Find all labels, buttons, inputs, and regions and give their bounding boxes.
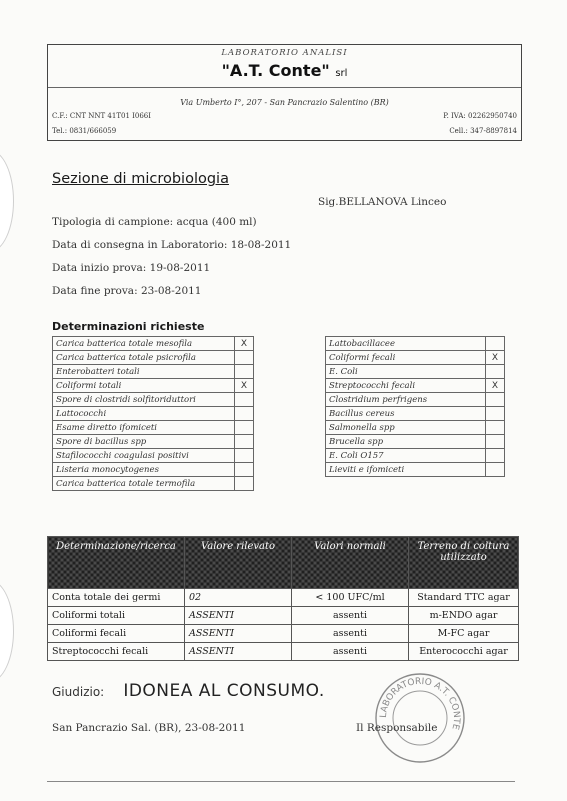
result-normal: assenti [292, 607, 409, 625]
checklist-row [326, 463, 505, 477]
judgment-label: Giudizio: [52, 685, 105, 699]
checklist-label: Carica batterica totale psicrofila [53, 351, 235, 365]
company-suffix: srl [335, 68, 348, 79]
results-row [48, 625, 519, 643]
checklist-mark: X [486, 379, 505, 393]
results-row [48, 607, 519, 625]
checklist-mark [235, 393, 254, 407]
checklist-mark [486, 393, 505, 407]
result-value: ASSENTI [185, 643, 292, 661]
checklist-mark [486, 407, 505, 421]
punch-hole-top [0, 150, 14, 252]
checklist-label: Coliformi fecali [326, 351, 486, 365]
checklist-label: Coliformi totali [53, 379, 235, 393]
checklist-label: Brucella spp [326, 435, 486, 449]
checklist-row [53, 449, 254, 463]
section-title: Sezione di microbiologia [52, 171, 229, 187]
result-normal: assenti [292, 643, 409, 661]
checklist-label: Bacillus cereus [326, 407, 486, 421]
checklist-label: Clostridium perfrigens [326, 393, 486, 407]
checklist-label: Salmonella spp [326, 421, 486, 435]
client-name: Sig.BELLANOVA Linceo [318, 196, 447, 208]
judgment-value: IDONEA AL CONSUMO. [123, 681, 325, 701]
checklist-mark [486, 435, 505, 449]
checklist-row [326, 337, 505, 351]
checklist-row [53, 379, 254, 393]
left-checklist [52, 336, 254, 491]
checklist-mark [486, 421, 505, 435]
checklist-label: Carica batterica totale mesofila [53, 337, 235, 351]
result-medium: Enterococchi agar [409, 643, 519, 661]
result-normal: < 100 UFC/ml [292, 589, 409, 607]
header-value: Valore rilevato [185, 537, 292, 589]
checklist-row [326, 393, 505, 407]
result-normal: assenti [292, 625, 409, 643]
result-value: ASSENTI [185, 607, 292, 625]
checklist-label: E. Coli O157 [326, 449, 486, 463]
checklist-label: Carica batterica totale termofila [53, 477, 235, 491]
checklist-mark: X [235, 337, 254, 351]
right-checklist [325, 336, 505, 477]
checklist-row [326, 351, 505, 365]
checklist-label: Lattobacillacee [326, 337, 486, 351]
lab-label: LABORATORIO ANALISI [221, 48, 348, 58]
company-name-text: "A.T. Conte" [221, 61, 330, 80]
checklist-mark [486, 337, 505, 351]
checklist-row [326, 421, 505, 435]
cell-phone: Cell.: 347-8897814 [449, 127, 517, 135]
checklist-label: Spore di bacillus spp [53, 435, 235, 449]
header-medium: Terreno di coltura utilizzato [409, 537, 519, 589]
checklist-mark [486, 365, 505, 379]
checklist-row [326, 365, 505, 379]
result-medium: m-ENDO agar [409, 607, 519, 625]
footer-rule [47, 781, 515, 782]
checklist-row [53, 477, 254, 491]
checklist-row [53, 351, 254, 365]
results-table [47, 536, 519, 661]
checklist-mark [235, 449, 254, 463]
delivery-date: Data di consegna in Laboratorio: 18-08-2011 [52, 239, 292, 251]
checklist-row [53, 435, 254, 449]
checklist-row [53, 393, 254, 407]
checklist-mark [486, 449, 505, 463]
checklist-label: Lattococchi [53, 407, 235, 421]
checklist-row [53, 337, 254, 351]
result-medium: M-FC agar [409, 625, 519, 643]
result-name: Coliformi fecali [48, 625, 185, 643]
results-header-row [48, 537, 519, 589]
checklist-mark [486, 463, 505, 477]
checklist-label: Listeria monocytogenes [53, 463, 235, 477]
checklist-row [326, 449, 505, 463]
stamp-text-path: LABORATORIO A.T. CONTE [378, 676, 462, 731]
header-determination: Determinazione/ricerca [48, 537, 185, 589]
fiscal-code: C.F.: CNT NNT 41T01 I066I [52, 112, 152, 120]
results-row [48, 643, 519, 661]
vat-number: P. IVA: 02262950740 [443, 112, 517, 120]
test-start-date: Data inizio prova: 19-08-2011 [52, 262, 211, 274]
result-value: ASSENTI [185, 625, 292, 643]
checklist-row [53, 407, 254, 421]
result-name: Coliformi totali [48, 607, 185, 625]
place-date: San Pancrazio Sal. (BR), 23-08-2011 [52, 722, 246, 734]
test-end-date: Data fine prova: 23-08-2011 [52, 285, 202, 297]
result-value: 02 [185, 589, 292, 607]
checklist-row [326, 435, 505, 449]
checklist-label: Lieviti e ifomiceti [326, 463, 486, 477]
judgment [52, 681, 325, 701]
checklist-label: Streptococchi fecali [326, 379, 486, 393]
telephone: Tel.: 0831/666059 [52, 127, 117, 135]
responsible-signature: Il Responsabile [356, 722, 438, 734]
checklist-row [53, 463, 254, 477]
result-name: Conta totale dei germi [48, 589, 185, 607]
header-divider [48, 87, 521, 88]
checklist-row [53, 421, 254, 435]
checklist-label: Esame diretto ifomiceti [53, 421, 235, 435]
checklist-mark [235, 435, 254, 449]
company-address: Via Umberto I°, 207 - San Pancrazio Salentino (BR) [180, 98, 389, 107]
checklist-mark [235, 407, 254, 421]
checklist-label: Enterobatteri totali [53, 365, 235, 379]
punch-hole-bottom [0, 580, 14, 682]
sample-type: Tipologia di campione: acqua (400 ml) [52, 216, 257, 228]
results-row [48, 589, 519, 607]
checklist-mark: X [235, 379, 254, 393]
checklist-mark [235, 477, 254, 491]
checklist-mark [235, 351, 254, 365]
checklist-row [53, 365, 254, 379]
company-name [48, 61, 521, 80]
header-normal: Valori normali [292, 537, 409, 589]
determinations-title: Determinazioni richieste [52, 320, 205, 333]
checklist-mark [235, 421, 254, 435]
checklist-mark [235, 463, 254, 477]
checklist-label: E. Coli [326, 365, 486, 379]
lab-stamp [372, 670, 468, 766]
letterhead [47, 44, 522, 141]
result-medium: Standard TTC agar [409, 589, 519, 607]
checklist-mark: X [486, 351, 505, 365]
checklist-mark [235, 365, 254, 379]
checklist-row [326, 379, 505, 393]
checklist-row [326, 407, 505, 421]
result-name: Streptococchi fecali [48, 643, 185, 661]
checklist-label: Stafilococchi coagulasi positivi [53, 449, 235, 463]
checklist-label: Spore di clostridi solfitoriduttori [53, 393, 235, 407]
